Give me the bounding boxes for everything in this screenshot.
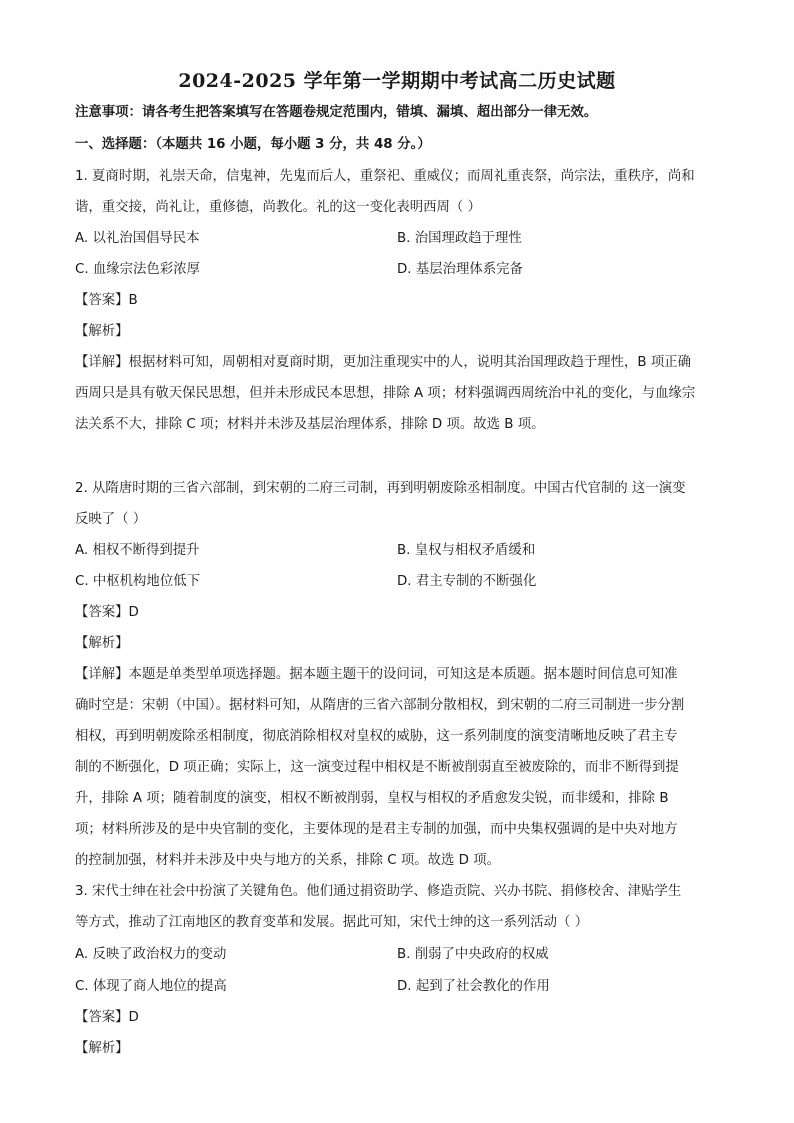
- q2-option-a: A. 相权不断得到提升: [75, 543, 200, 558]
- q1-option-b: B. 治国理政趋于理性: [397, 231, 522, 246]
- q2-stem-line-1: 2. 从隋唐时期的三省六部制，到宋朝的二府三司制，再到明朝废除丞相制度。中国古代官制的 这一演变: [75, 481, 686, 496]
- q3-option-b: B. 削弱了中央政府的权威: [397, 947, 549, 962]
- q1-option-a: A. 以礼治国倡导民本: [75, 231, 200, 246]
- q2-option-c: C. 中枢机构地位低下: [75, 574, 200, 589]
- q2-stem-line-2: 反映了（ ）: [75, 512, 147, 527]
- q2-option-d: D. 君主专制的不断强化: [397, 574, 537, 589]
- q2-detail-line-6: 项；材料所涉及的是中央官制的变化，主要体现的是君主专制的加强，而中央集权强调的是中央对地方: [75, 822, 678, 837]
- section-heading: 一、选择题：（本题共 16 小题，每小题 3 分，共 48 分。）: [75, 137, 431, 152]
- q1-detail-line-1: 【详解】根据材料可知，周朝相对夏商时期，更加注重现实中的人，说明其治国理政趋于理性，B 项正确: [75, 355, 692, 370]
- q1-option-d: D. 基层治理体系完备: [397, 262, 523, 277]
- q2-detail-line-2: 确时空是：宋朝（中国）。据材料可知，从隋唐的三省六部制分散相权，到宋朝的二府三司制进一步分割: [75, 698, 685, 713]
- q2-detail-line-4: 制的不断强化，D 项正确；实际上，这一演变过程中相权是不断被削弱直至被废除的，而非不断得到提: [75, 760, 679, 775]
- q3-option-d: D. 起到了社会教化的作用: [397, 979, 550, 994]
- q1-answer: 【答案】B: [75, 293, 138, 308]
- q3-option-c: C. 体现了商人地位的提高: [75, 979, 227, 994]
- q3-answer: 【答案】D: [75, 1010, 139, 1025]
- q2-detail-line-7: 的控制加强，材料并未涉及中央与地方的关系，排除 C 项。故选 D 项。: [75, 853, 501, 868]
- q2-detail-line-3: 相权，再到明朝废除丞相制度，彻底消除相权对皇权的威胁，这一系列制度的演变清晰地反映了君主专: [75, 729, 678, 744]
- q2-answer: 【答案】D: [75, 605, 139, 620]
- q1-detail-line-2: 西周只是具有敬天保民思想，但并未形成民本思想，排除 A 项；材料强调西周统治中礼的变化，与血缘宗: [75, 386, 696, 401]
- q3-stem-line-2: 等方式，推动了江南地区的教育变革和发展。据此可知，宋代士绅的这一系列活动（ ）: [75, 915, 589, 930]
- notice-text: 注意事项：请各考生把答案填写在答题卷规定范围内，错填、漏填、超出部分一律无效。: [75, 105, 598, 120]
- q2-option-b: B. 皇权与相权矛盾缓和: [397, 543, 536, 558]
- q1-stem-line-1: 1. 夏商时期，礼崇天命，信鬼神，先鬼而后人，重祭祀、重威仪；而周礼重丧祭，尚宗法，重秩序，尚和: [75, 169, 695, 184]
- q1-detail-line-3: 法关系不大，排除 C 项；材料并未涉及基层治理体系，排除 D 项。故选 B 项。: [75, 417, 545, 432]
- q1-analysis-label: 【解析】: [75, 324, 129, 339]
- q1-option-c: C. 血缘宗法色彩浓厚: [75, 262, 200, 277]
- q3-stem-line-1: 3. 宋代士绅在社会中扮演了关键角色。他们通过捐资助学、修造贡院、兴办书院、捐修校舍、津贴学生: [75, 884, 682, 899]
- q2-analysis-label: 【解析】: [75, 636, 129, 651]
- q1-stem-line-2: 谐，重交接，尚礼让，重修德，尚教化。礼的这一变化表明西周（ ）: [75, 200, 481, 215]
- q2-detail-line-5: 升，排除 A 项；随着制度的演变，相权不断被削弱，皇权与相权的矛盾愈发尖锐，而非缓和，排除 B: [75, 791, 669, 806]
- q3-option-a: A. 反映了政治权力的变动: [75, 947, 227, 962]
- page-title: 2024-2025 学年第一学期期中考试高二历史试题: [178, 70, 616, 92]
- q2-detail-line-1: 【详解】本题是单类型单项选择题。据本题主题干的设问词，可知这是本质题。据本题时间信息可知准: [75, 667, 678, 682]
- q3-analysis-label: 【解析】: [75, 1041, 129, 1056]
